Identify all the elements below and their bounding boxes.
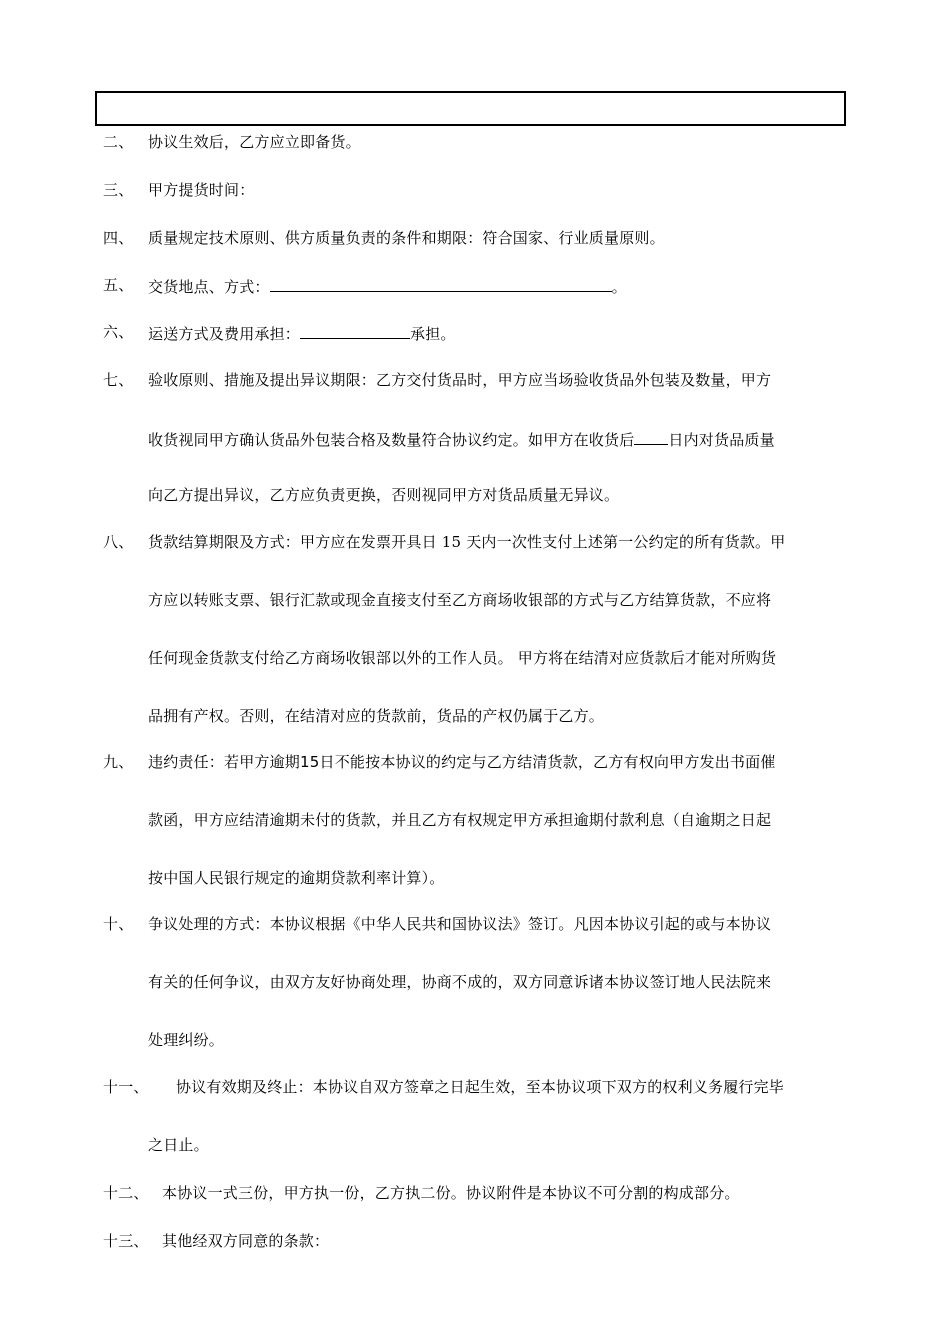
- item-8-line-1: 货款结算期限及方式：甲方应在发票开具日 15 天内一次性支付上述第一公约定的所有货款。甲: [148, 533, 786, 551]
- item-7-number: 七、: [103, 371, 134, 389]
- item-9-line-3: 按中国人民银行规定的逾期贷款利率计算）。: [148, 869, 445, 887]
- item-13-text: 其他经双方同意的条款：: [162, 1232, 330, 1250]
- item-5-label: 交货地点、方式：: [148, 278, 270, 296]
- item-7-line-3: 向乙方提出异议，乙方应负责更换，否则视同甲方对货品质量无异议。: [148, 486, 620, 504]
- item-8-line-3: 任何现金货款支付给乙方商场收银部以外的工作人员。 甲方将在结清对应货款后才能对所购货: [148, 649, 777, 667]
- item-9-line-2: 款函，甲方应结清逾期未付的货款，并且乙方有权规定甲方承担逾期付款利息（自逾期之日起: [148, 811, 772, 829]
- item-10-line-1: 争议处理的方式：本协议根据《中华人民共和国协议法》签订。凡因本协议引起的或与本协议: [148, 915, 772, 933]
- item-12-number: 十二、: [103, 1184, 149, 1202]
- item-4-number: 四、: [103, 229, 134, 247]
- item-6-label: 运送方式及费用承担：: [148, 325, 301, 343]
- item-5-number: 五、: [103, 276, 134, 294]
- item-13-number: 十三、: [103, 1232, 149, 1250]
- item-7-line-2: [148, 428, 775, 450]
- objection-days-blank[interactable]: [634, 428, 668, 445]
- item-2-text: 协议生效后，乙方应立即备货。: [148, 133, 361, 151]
- item-6-text: [148, 322, 456, 344]
- item-6-suffix: 承担。: [410, 325, 456, 343]
- item-3-text: 甲方提货时间：: [148, 181, 255, 199]
- item-4-text: 质量规定技术原则、供方质量负责的条件和期限：符合国家、行业质量原则。: [148, 229, 665, 247]
- item-8-line-4: 品拥有产权。否则，在结清对应的货款前，货品的产权仍属于乙方。: [148, 707, 605, 725]
- item-7-line-2-suffix: 日内对货品质量: [668, 431, 775, 449]
- item-9-line-1-b: 日不能按本协议的约定与乙方结清货款，乙方有权向甲方发出书面催: [319, 753, 776, 771]
- item-11-number: 十一、: [103, 1078, 149, 1096]
- item-11-line-1: 协议有效期及终止：本协议自双方签章之日起生效，至本协议项下双方的权利义务履行完毕: [176, 1078, 785, 1096]
- item-9-line-1-a: 违约责任：若甲方逾期: [148, 753, 301, 771]
- item-9-line-1: [148, 752, 776, 772]
- item-7-line-2-text: 收货视同甲方确认货品外包装合格及数量符合协议约定。如甲方在收货后: [148, 431, 635, 449]
- item-8-line-2: 方应以转账支票、银行汇款或现金直接支付至乙方商场收银部的方式与乙方结算货款，不应将: [148, 591, 772, 609]
- item-7-line-1: 验收原则、措施及提出异议期限：乙方交付货品时，甲方应当场验收货品外包装及数量，甲方: [148, 371, 772, 389]
- item-11-line-2: 之日止。: [148, 1136, 209, 1154]
- item-8-number: 八、: [103, 533, 134, 551]
- item-9-number: 九、: [103, 753, 134, 771]
- transport-cost-blank[interactable]: [300, 322, 410, 339]
- item-5-text: [148, 275, 627, 297]
- item-10-line-3: 处理纠纷。: [148, 1031, 225, 1049]
- delivery-location-blank[interactable]: [270, 275, 612, 292]
- item-10-line-2: 有关的任何争议，由双方友好协商处理，协商不成的，双方同意诉诸本协议签订地人民法院来: [148, 973, 772, 991]
- item-12-text: 本协议一式三份，甲方执一份，乙方执二份。协议附件是本协议不可分割的构成部分。: [162, 1184, 740, 1202]
- top-table-border: [95, 91, 846, 126]
- item-5-suffix: 。: [611, 278, 627, 296]
- item-6-number: 六、: [103, 323, 134, 341]
- item-3-number: 三、: [103, 181, 134, 199]
- item-9-overdue-days: 15: [300, 753, 320, 771]
- item-2-number: 二、: [103, 133, 134, 151]
- item-10-number: 十、: [103, 915, 134, 933]
